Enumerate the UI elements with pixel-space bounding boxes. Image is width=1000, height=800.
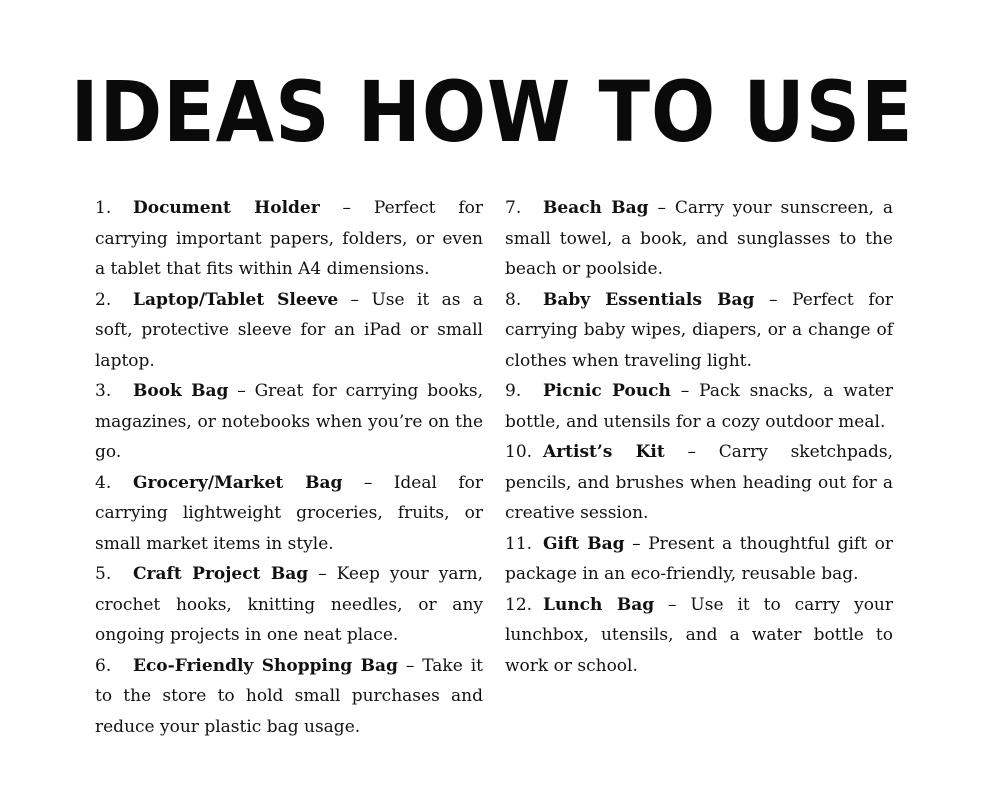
item-number: 9. bbox=[505, 381, 522, 401]
list-item bbox=[95, 193, 483, 285]
item-number: 11. bbox=[505, 533, 533, 554]
list-item bbox=[505, 285, 893, 377]
item-number: 8. bbox=[505, 289, 522, 310]
item-name: Eco-Friendly Shopping Bag bbox=[133, 655, 398, 676]
list-item bbox=[95, 468, 483, 560]
item-description: – Perfect for carrying important papers, folders, or even a tablet that fits within A4 dimensions. bbox=[95, 198, 483, 279]
item-name: Artist’s Kit bbox=[543, 442, 665, 462]
item-number: 12. bbox=[505, 594, 533, 615]
item-description: – Carry sketchpads, pencils, and brushes when heading out for a creative session. bbox=[505, 442, 893, 523]
item-number: 3. bbox=[95, 381, 112, 401]
list-item bbox=[505, 193, 893, 285]
list-item bbox=[505, 376, 893, 437]
item-number: 2. bbox=[95, 289, 112, 310]
item-name: Picnic Pouch bbox=[543, 381, 671, 401]
item-description: – Keep your yarn, crochet hooks, knitting needles, or any ongoing projects in one neat place. bbox=[95, 564, 483, 645]
list-item bbox=[95, 559, 483, 651]
list-item bbox=[505, 437, 893, 529]
ideas-list-right-column bbox=[505, 193, 893, 681]
item-number: 10. bbox=[505, 442, 533, 462]
list-item bbox=[505, 590, 893, 682]
item-number: 6. bbox=[95, 655, 112, 676]
item-description: – Use it as a soft, protective sleeve for an iPad or small laptop. bbox=[95, 289, 483, 371]
item-name: Baby Essentials Bag bbox=[543, 289, 755, 310]
item-number: 4. bbox=[95, 472, 112, 493]
item-number: 5. bbox=[95, 564, 112, 584]
item-name: Craft Project Bag bbox=[133, 564, 309, 584]
item-description: – Use it to carry your lunchbox, utensils, and a water bottle to work or school. bbox=[505, 594, 893, 676]
item-name: Lunch Bag bbox=[543, 594, 655, 615]
item-name: Beach Bag bbox=[543, 198, 649, 218]
item-name: Document Holder bbox=[133, 198, 320, 218]
list-item bbox=[505, 529, 893, 590]
item-name: Laptop/Tablet Sleeve bbox=[133, 289, 339, 310]
list-item bbox=[95, 285, 483, 377]
item-name: Gift Bag bbox=[543, 533, 625, 554]
item-description: – Take it to the store to hold small purchases and reduce your plastic bag usage. bbox=[95, 655, 483, 737]
item-number: 1. bbox=[95, 198, 112, 218]
item-description: – Great for carrying books, magazines, or notebooks when you’re on the go. bbox=[95, 381, 484, 462]
item-number: 7. bbox=[505, 198, 522, 218]
list-item bbox=[95, 376, 483, 468]
item-description: – Pack snacks, a water bottle, and utensils for a cozy outdoor meal. bbox=[505, 381, 893, 432]
page-title: IDEAS HOW TO USE bbox=[70, 63, 914, 161]
item-description: – Carry your sunscreen, a small towel, a book, and sunglasses to the beach or poolside. bbox=[505, 198, 893, 279]
item-description: – Ideal for carrying lightweight groceries, fruits, or small market items in style. bbox=[95, 472, 483, 554]
item-description: – Present a thoughtful gift or package in an eco-friendly, reusable bag. bbox=[505, 533, 893, 584]
ideas-list-left-column bbox=[95, 193, 483, 742]
item-description: – Perfect for carrying baby wipes, diapers, or a change of clothes when traveling light. bbox=[505, 289, 893, 371]
item-name: Grocery/Market Bag bbox=[133, 472, 343, 493]
item-name: Book Bag bbox=[133, 381, 229, 401]
list-item bbox=[95, 651, 483, 743]
